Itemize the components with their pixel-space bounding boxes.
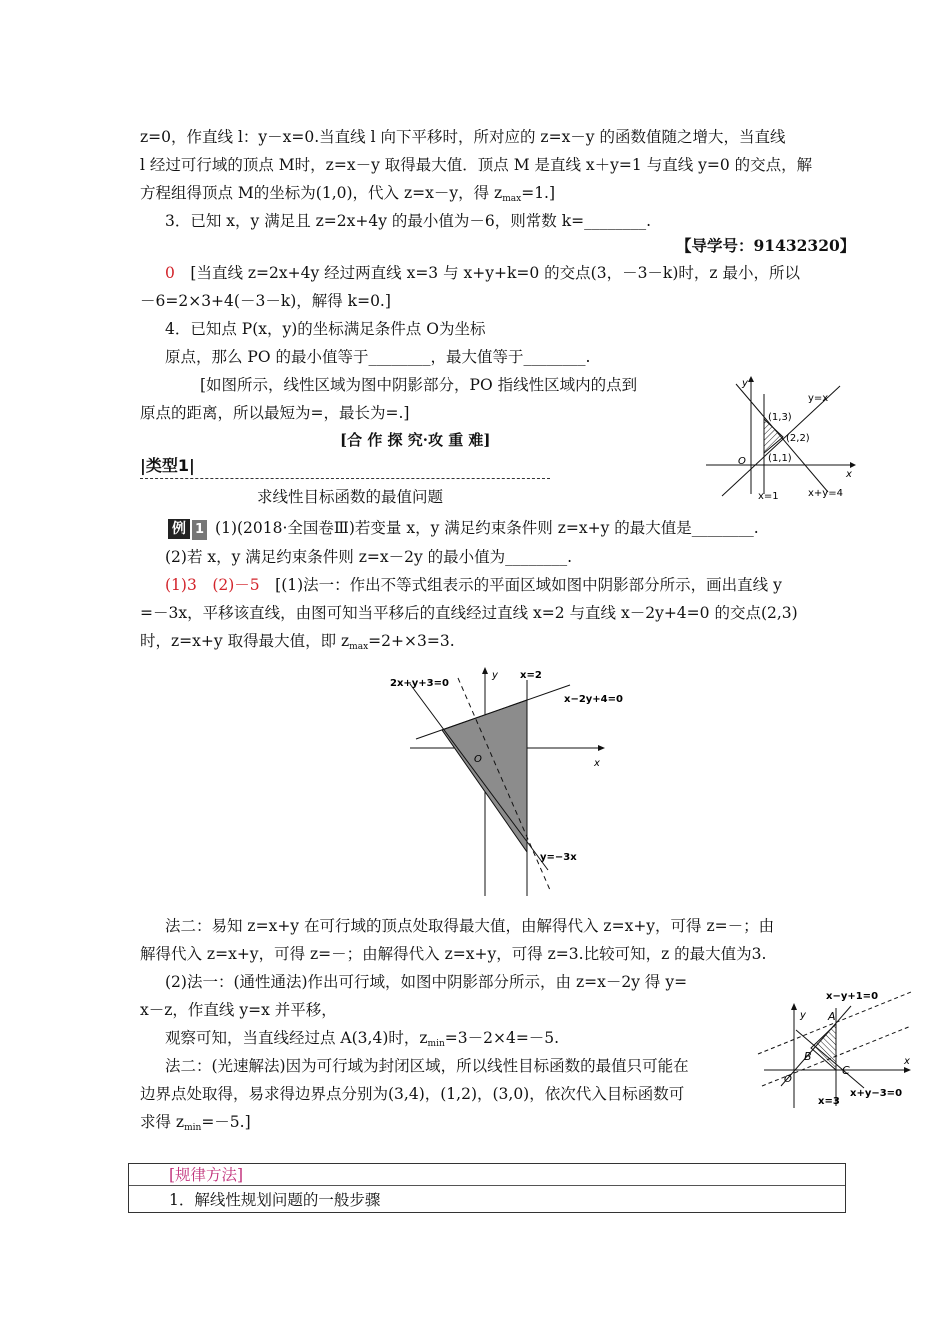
divider	[140, 478, 550, 479]
text-line: =－3x，平移该直线，由图可知当平移后的直线经过直线 x=2 与直线 x－2y+4=0 的交点(2,3)	[140, 604, 798, 622]
text-line: x－z，作直线 y=x 并平移，	[140, 1001, 337, 1019]
example-tag: 例	[168, 519, 190, 539]
line-label: x=1	[758, 491, 779, 502]
answer-4: [如图所示，线性区域为图中阴影部分，PO 指线性区域内的点到	[200, 376, 638, 394]
guide-number: 【导学号：91432320】	[676, 236, 856, 255]
box-divider	[129, 1185, 845, 1186]
example-question-1: 例 1 (1)(2018·全国卷Ⅲ)若变量 x，y 满足约束条件则 z=x+y 的最大值是________.	[168, 518, 759, 540]
text-line: 求得 $z_{min}=-5$.]	[140, 1113, 251, 1133]
text-line: 法二：(光速解法)因为可行域为封闭区域，所以线性目标函数的最值只可能在	[165, 1057, 689, 1075]
example-question-2: (2)若 x，y 满足约束条件则 z=x－2y 的最小值为________.	[165, 548, 573, 566]
box-item: 1．解线性规划问题的一般步骤	[169, 1191, 381, 1209]
y-axis-label: y	[800, 1010, 806, 1021]
x-axis-label: x	[846, 469, 852, 480]
line-label: x−y+1=0	[826, 991, 879, 1002]
point-label: (2,2)	[786, 433, 810, 444]
x-axis-label: x	[594, 758, 600, 769]
x-axis-label: x	[904, 1056, 910, 1067]
point-label: (1,1)	[768, 453, 792, 464]
example-number: 1	[192, 520, 207, 540]
figure-3	[756, 988, 916, 1112]
answer-3: 0 [当直线 z=2x+4y 经过两直线 x=3 与 x+y+k=0 的交点(3，－3－k)时，z 最小，所以	[165, 264, 800, 282]
origin-label: O	[474, 754, 482, 765]
y-axis-label: y	[742, 378, 748, 389]
text-line: l 经过可行域的顶点 M时，z=x－y 取得最大值．顶点 M 是直线 x＋y=1 与直线 y=0 的交点，解	[140, 156, 813, 174]
point-label: A	[828, 1010, 836, 1023]
line-label: y=x	[808, 393, 829, 404]
line-label: x=2	[520, 670, 542, 681]
line-label: x+y=4	[808, 488, 843, 499]
line-label: 2x+y+3=0	[390, 678, 449, 689]
line-label: x−2y+4=0	[564, 694, 623, 705]
text-line: z=0，作直线 l：y－x=0.当直线 l 向下平移时，所对应的 z=x－y 的函数值随之增大，当直线	[140, 128, 786, 146]
text-line: 法二：易知 z=x+y 在可行域的顶点处取得最大值，由解得代入 z=x+y，可得 z=－；由	[165, 917, 775, 935]
type-title: 求线性目标函数的最值问题	[257, 488, 444, 506]
text-line: 边界点处取得，易求得边界点分别为(3,4)，(1,2)，(3,0)，依次代入目标函数可	[140, 1085, 685, 1103]
point-label: C	[842, 1064, 850, 1077]
section-title: [合 作 探 究·攻 重 难]	[340, 431, 491, 449]
line-label: y=−3x	[540, 852, 577, 863]
figure-2	[380, 664, 630, 904]
point-label: (1,3)	[768, 412, 792, 423]
line-label: x+y−3=0	[850, 1088, 903, 1099]
text-line: 解得代入 z=x+y，可得 z=－；由解得代入 z=x+y，可得 z=3.比较可知，z 的最大值为3.	[140, 945, 767, 963]
text-line: 观察可知，当直线经过点 A(3,4)时，$z_{min}=3-2\times 4=-5$.	[165, 1029, 560, 1049]
text-line: 方程组得顶点 M的坐标为(1,0)，代入 z=x－y，得 $z_{max}=1$.]	[140, 184, 556, 204]
point-label: B	[804, 1050, 812, 1063]
type-label: |类型1|	[140, 456, 195, 475]
method-box	[128, 1163, 846, 1213]
feasible-region	[811, 1024, 836, 1070]
text-line: (2)法一：(通性通法)作出可行域，如图中阴影部分所示，由 z=x－2y 得 y=	[165, 973, 688, 991]
question-3: 3．已知 x，y 满足且 z=2x+4y 的最小值为－6，则常数 k=________.	[165, 212, 652, 230]
question-4: 4．已知点 P(x，y)的坐标满足条件点 O为坐标	[165, 320, 486, 338]
text-line: 时，z=x+y 取得最大值，即 $z_{max}=2+\times 3=3$.	[140, 632, 455, 652]
text-line: －6=2×3+4(－3－k)，解得 k=0.]	[140, 292, 391, 310]
text-line: 原点的距离，所以最短为=，最长为=.]	[140, 404, 410, 422]
y-axis-label: y	[492, 670, 498, 681]
box-title: [规律方法]	[169, 1166, 244, 1184]
origin-label: O	[738, 456, 746, 467]
origin-label: O	[784, 1074, 792, 1085]
line-label: x=3	[818, 1096, 840, 1107]
figure-1	[700, 374, 860, 504]
text-line: 原点，那么 PO 的最小值等于________，最大值等于________.	[165, 348, 591, 366]
example-answer: (1)3 (2)－5 [(1)法一：作出不等式组表示的平面区域如图中阴影部分所示，画出直线 y	[165, 576, 782, 594]
